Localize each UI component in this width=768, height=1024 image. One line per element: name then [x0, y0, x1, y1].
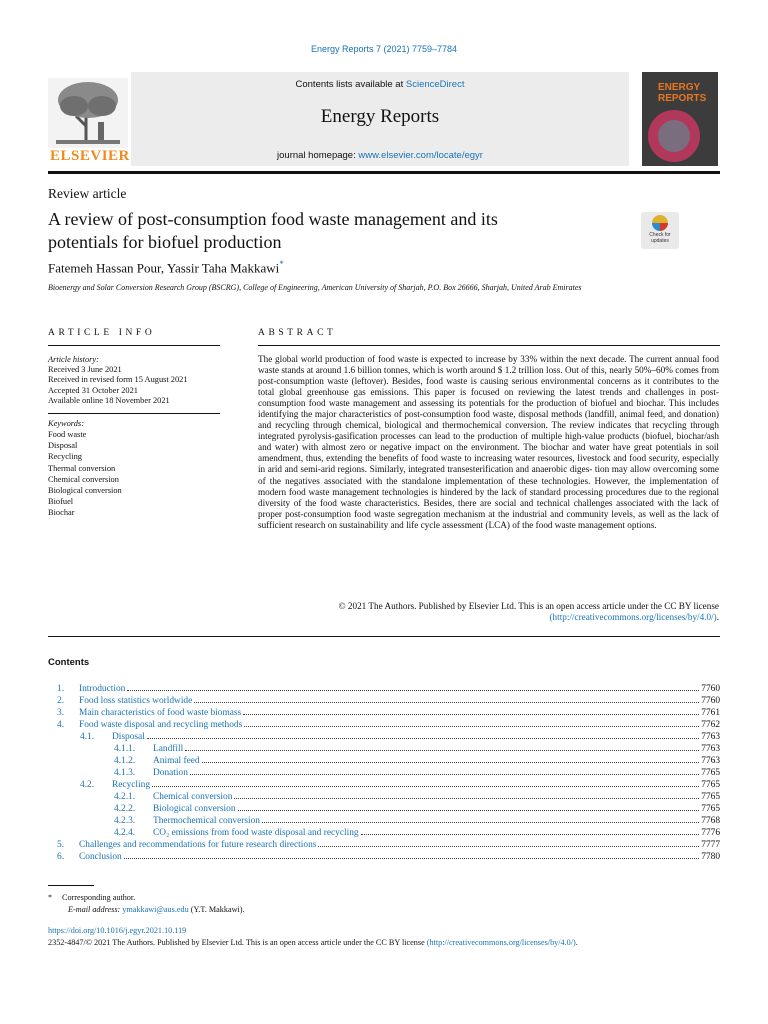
homepage-prefix: journal homepage:: [277, 150, 359, 161]
license-text: © 2021 The Authors. Published by Elsevier Ltd. This is an open access article under the CC BY license: [338, 601, 719, 611]
toc-entry-title[interactable]: Chemical conversion: [153, 792, 233, 802]
keyword: Chemical conversion: [48, 474, 119, 484]
abstract-license: [258, 601, 719, 623]
toc-entry-page: 7777: [701, 840, 720, 850]
corresponding-author-mark[interactable]: *: [279, 259, 284, 269]
contents-prefix: Contents lists available at: [295, 79, 406, 90]
toc-entry-page: 7765: [701, 768, 720, 778]
toc-entry-number: 4.1.1.: [114, 744, 136, 754]
toc-leader-dots: [147, 738, 699, 739]
toc-entry[interactable]: [48, 694, 720, 706]
toc-entry-number: 1.: [57, 684, 65, 694]
corresponding-text: Corresponding author.: [62, 893, 136, 902]
abstract-text: The global world production of food waste is expected to increase by 33% within the next decade. The current annual food waste stands at around 1.6 billion tonnes, which is worth around $ 1.2 trillion loss. Out of this, nearly 50%–60% comes from post-consumption waste (leftover). Besides, food waste is causing serious environmental concerns as it contributes to the total global greenhouse gas emissions. This paper is focused on reviewing the latest trends and challenges in post-consumption food waste management and assessing its potentials for the production of biofuel and biochar. This includes identifying the major characteristics of post-consumption food waste, disposal methods (landfill, animal feed, and donation) and recycling through chemical, biological and thermochemical conversion. The review indicates that recycling through integrated pyrolysis-gasification processes can lead to the production of multiple high-value products (biofuel, biochar/ash and water) with almost zero or negative impact on the environment. The biochar and water have great potentials in soil amendment, thus, extending the benefits of food waste to increasing water resources, livestock and food security, especially in arid and semi-arid regions. Similarly, integrated transesterification and anaerobic diges- tion may allow overcoming some of the negatives associated with the standalone implementation of these technologies. However, the implementation of modern food waste management technologies is hindered by the lack of standard processing procedures due to the regional diversity of the food waste characteristics. Besides, there are social and technical challenges associated with the lack of proper post-consumption food waste segregation mechanism at the industrial and community levels, as well as the lack of sufficient research on sustainability and life cycle assessment (LCA) of the food waste management options.: [258, 354, 719, 530]
toc-leader-dots: [244, 726, 699, 727]
toc-entry[interactable]: [48, 850, 720, 862]
keyword: Recycling: [48, 452, 82, 462]
issn-line: [48, 937, 578, 949]
crossmark-icon: [652, 215, 668, 231]
keyword: Thermal conversion: [48, 463, 116, 473]
toc-entry-title[interactable]: Animal feed: [153, 756, 200, 766]
article-title: [48, 208, 608, 254]
authors: Fatemeh Hassan Pour, Yassir Taha Makkawi: [48, 260, 280, 276]
table-of-contents: [48, 682, 720, 862]
toc-entry[interactable]: [48, 802, 720, 814]
toc-entry-page: 7762: [701, 720, 720, 730]
keyword: Biofuel: [48, 497, 74, 507]
history-item: Available online 18 November 2021: [48, 395, 170, 405]
history-divider: [48, 413, 220, 414]
toc-entry-page: 7763: [701, 756, 720, 766]
journal-cover[interactable]: [642, 72, 718, 166]
toc-entry-title[interactable]: Biological conversion: [153, 804, 236, 814]
toc-entry[interactable]: [48, 718, 720, 730]
toc-entry[interactable]: [48, 790, 720, 802]
toc-entry[interactable]: [48, 706, 720, 718]
toc-entry-number: 4.2.3.: [114, 816, 136, 826]
email-label: E-mail address:: [68, 905, 121, 914]
toc-entry-title[interactable]: Conclusion: [79, 852, 122, 862]
toc-entry-number: 6.: [57, 852, 65, 862]
toc-entry-number: 2.: [57, 696, 65, 706]
cover-title-line-2: REPORTS: [658, 93, 707, 104]
toc-leader-dots: [318, 846, 699, 847]
keyword: Biochar: [48, 508, 75, 518]
toc-entry[interactable]: [48, 682, 720, 694]
toc-entry[interactable]: [48, 766, 720, 778]
header-divider: [48, 171, 720, 174]
abstract-heading-rule: [258, 345, 720, 346]
journal-citation[interactable]: Energy Reports 7 (2021) 7759–7784: [310, 44, 458, 54]
toc-entry-title[interactable]: Recycling: [112, 780, 151, 790]
doi-block: [48, 925, 578, 949]
toc-entry-page: 7768: [701, 816, 720, 826]
abstract-heading: ABSTRACT: [258, 328, 337, 338]
toc-entry-number: 5.: [57, 840, 65, 850]
keywords-label: Keywords:: [48, 419, 84, 428]
toc-entry-number: 4.2.2.: [114, 804, 136, 814]
keyword: Biological conversion: [48, 486, 122, 496]
toc-entry[interactable]: [48, 838, 720, 850]
cover-title-line-1: ENERGY: [658, 82, 701, 93]
crossmark-label-2: updates: [651, 238, 669, 244]
journal-homepage: [131, 150, 629, 161]
toc-entry[interactable]: [48, 778, 720, 790]
doi-link[interactable]: https://doi.org/10.1016/j.egyr.2021.10.119: [48, 926, 187, 935]
toc-entry-number: 4.2.: [80, 780, 95, 790]
homepage-link[interactable]: www.elsevier.com/locate/egyr: [358, 150, 483, 161]
abstract-divider: [48, 636, 720, 637]
license-link[interactable]: (http://creativecommons.org/licenses/by/4.0/): [549, 612, 717, 623]
footnote-divider: [48, 885, 94, 886]
cover-title: [658, 82, 706, 104]
toc-entry-page: 7765: [701, 804, 720, 814]
cover-e-graphic: [648, 110, 700, 162]
footnote-mark: *: [48, 893, 53, 902]
toc-entry-title[interactable]: Challenges and recommendations for future research directions: [79, 840, 317, 850]
crossmark-label-1: Check for: [649, 232, 671, 238]
contents-heading: Contents: [48, 657, 90, 668]
toc-leader-dots: [361, 834, 700, 835]
history-item: Received in revised form 15 August 2021: [48, 375, 188, 385]
toc-entry-number: 4.: [57, 720, 65, 730]
toc-entry-page: 7760: [701, 696, 720, 706]
article-type: Review article: [48, 186, 127, 201]
toc-leader-dots: [185, 750, 699, 751]
footnotes: [48, 892, 245, 916]
toc-entry-page: 7776: [701, 828, 720, 838]
toc-entry-number: 3.: [57, 708, 65, 718]
history-label: Article history:: [48, 355, 99, 364]
issn-text: 2352-4847/© 2021 The Authors. Published by Elsevier Ltd. This is an open access article under the CC BY license: [48, 938, 425, 947]
article-info-heading: ARTICLE INFO: [48, 328, 156, 338]
toc-entry-title[interactable]: Main characteristics of food waste biomass: [79, 708, 242, 718]
toc-leader-dots: [190, 774, 699, 775]
toc-entry[interactable]: [48, 730, 720, 742]
toc-entry[interactable]: [48, 754, 720, 766]
toc-entry[interactable]: [48, 826, 720, 838]
author-list: [48, 259, 284, 276]
affiliation: Bioenergy and Solar Conversion Research Group (BSCRG), College of Engineering, American University of Sharjah, P.O. Box 26666, Sharjah, United Arab Emirates: [48, 283, 582, 292]
toc-entry-title[interactable]: Introduction: [79, 684, 126, 694]
toc-entry[interactable]: [48, 814, 720, 826]
article-title-line-2: potentials for biofuel production: [48, 232, 282, 252]
corresponding-footnote: [48, 892, 245, 904]
toc-entry-title[interactable]: Landfill: [153, 744, 184, 754]
email-footnote: [68, 904, 245, 916]
toc-entry-number: 4.1.2.: [114, 756, 136, 766]
toc-leader-dots: [234, 798, 699, 799]
toc-entry-title[interactable]: Disposal: [112, 732, 145, 742]
toc-entry-page: 7780: [701, 852, 720, 862]
toc-entry-number: 4.2.1.: [114, 792, 136, 802]
doi-end: .: [575, 938, 578, 947]
toc-entry[interactable]: [48, 742, 720, 754]
toc-leader-dots: [124, 858, 700, 859]
toc-entry-number: 4.1.3.: [114, 768, 136, 778]
toc-entry-page: 7765: [701, 780, 720, 790]
keywords: [48, 419, 220, 519]
toc-leader-dots: [152, 786, 699, 787]
publisher-name[interactable]: ELSEVIER: [50, 148, 130, 164]
contents-availability: [131, 79, 629, 90]
toc-leader-dots: [202, 762, 700, 763]
keyword: Food waste: [48, 430, 87, 439]
toc-leader-dots: [127, 690, 699, 691]
check-for-updates-badge[interactable]: [641, 212, 679, 249]
toc-leader-dots: [243, 714, 699, 715]
sciencedirect-link[interactable]: ScienceDirect: [405, 79, 465, 90]
journal-title[interactable]: Energy Reports: [320, 106, 440, 127]
history-item: Accepted 31 October 2021: [48, 385, 138, 395]
doi-license-link[interactable]: (http://creativecommons.org/licenses/by/4.0/): [426, 938, 576, 947]
toc-entry-title[interactable]: Food waste disposal and recycling methods: [79, 720, 243, 730]
toc-entry-number: 4.1.: [80, 732, 95, 742]
license-end: .: [716, 612, 719, 623]
toc-entry-title[interactable]: CO₂ emissions from food waste disposal and recycling: [153, 828, 359, 838]
toc-entry-page: 7763: [701, 732, 720, 742]
article-title-line-1: A review of post-consumption food waste management and its: [48, 209, 498, 229]
email-link[interactable]: ymakkawi@aus.edu: [122, 905, 189, 914]
toc-entry-title[interactable]: Food loss statistics worldwide: [79, 696, 193, 706]
history-item: Received 3 June 2021: [48, 365, 122, 375]
journal-masthead: [131, 72, 629, 166]
info-heading-rule: [48, 345, 220, 346]
journal-header: [48, 72, 628, 166]
toc-leader-dots: [194, 702, 699, 703]
toc-entry-number: 4.2.4.: [114, 828, 136, 838]
keyword: Disposal: [48, 441, 78, 451]
toc-entry-page: 7765: [701, 792, 720, 802]
toc-leader-dots: [262, 822, 699, 823]
article-history: [48, 355, 220, 406]
toc-entry-title[interactable]: Donation: [153, 768, 188, 778]
toc-entry-page: 7763: [701, 744, 720, 754]
toc-leader-dots: [238, 810, 700, 811]
toc-entry-page: 7761: [701, 708, 720, 718]
email-suffix: (Y.T. Makkawi).: [190, 905, 245, 914]
toc-entry-title[interactable]: Thermochemical conversion: [153, 816, 260, 826]
toc-entry-page: 7760: [701, 684, 720, 694]
